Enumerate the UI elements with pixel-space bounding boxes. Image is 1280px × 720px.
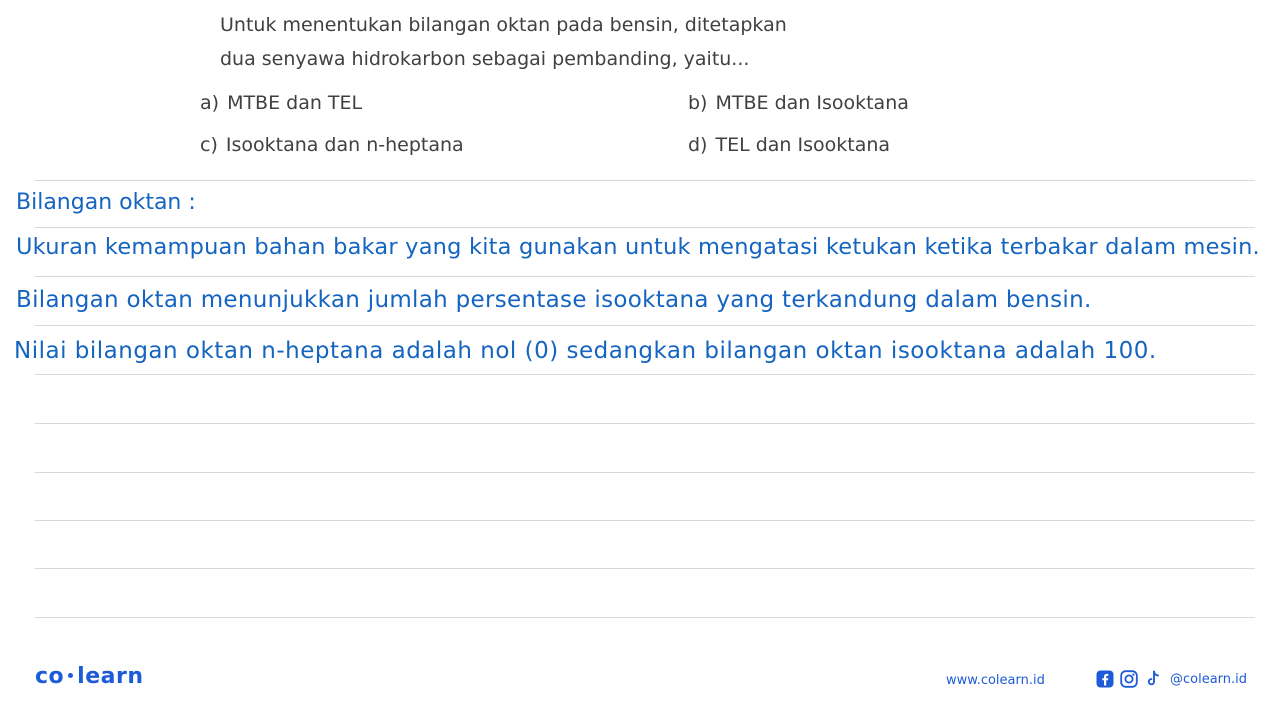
colearn-logo (35, 664, 143, 689)
notes-title: Bilangan oktan : (16, 190, 196, 215)
option-c (200, 134, 464, 156)
option-text: TEL dan Isooktana (715, 134, 891, 156)
option-letter: a) (200, 92, 220, 114)
facebook-icon[interactable] (1096, 670, 1114, 688)
ruled-line (35, 617, 1255, 618)
logo-text-right: learn (77, 664, 144, 689)
ruled-line (35, 472, 1255, 473)
ruled-line (35, 227, 1255, 228)
notes-line-1: Ukuran kemampuan bahan bakar yang kita gunakan untuk mengatasi ketukan ketika terbakar dalam mesin. (16, 234, 1260, 260)
question-line-1: Untuk menentukan bilangan oktan pada bensin, ditetapkan (220, 14, 787, 36)
ruled-line (35, 568, 1255, 569)
question-text (220, 8, 860, 76)
option-text: Isooktana dan n-heptana (225, 134, 464, 156)
tiktok-icon[interactable] (1144, 670, 1162, 688)
ruled-line (35, 520, 1255, 521)
option-a (200, 92, 362, 114)
question-line-2: dua senyawa hidrokarbon sebagai pembanding, yaitu... (220, 48, 750, 70)
option-letter: d) (688, 134, 708, 156)
social-links (1096, 670, 1247, 688)
instagram-icon[interactable] (1120, 670, 1138, 688)
notes-line-3: Nilai bilangan oktan n-heptana adalah nol (0) sedangkan bilangan oktan isooktana adalah 100. (14, 338, 1157, 364)
logo-text-left: co (35, 664, 65, 689)
ruled-line (35, 180, 1255, 181)
option-b (688, 92, 909, 114)
social-handle[interactable]: @colearn.id (1170, 671, 1248, 687)
ruled-line (35, 276, 1255, 277)
option-text: MTBE dan TEL (227, 92, 363, 114)
option-letter: b) (688, 92, 708, 114)
option-letter: c) (200, 134, 218, 156)
ruled-line (35, 374, 1255, 375)
option-d (688, 134, 890, 156)
website-link[interactable]: www.colearn.id (946, 673, 1045, 688)
logo-dot (68, 673, 73, 678)
option-text: MTBE dan Isooktana (715, 92, 909, 114)
notes-line-2: Bilangan oktan menunjukkan jumlah persentase isooktana yang terkandung dalam bensin. (16, 287, 1092, 313)
ruled-line (35, 423, 1255, 424)
ruled-line (35, 325, 1255, 326)
